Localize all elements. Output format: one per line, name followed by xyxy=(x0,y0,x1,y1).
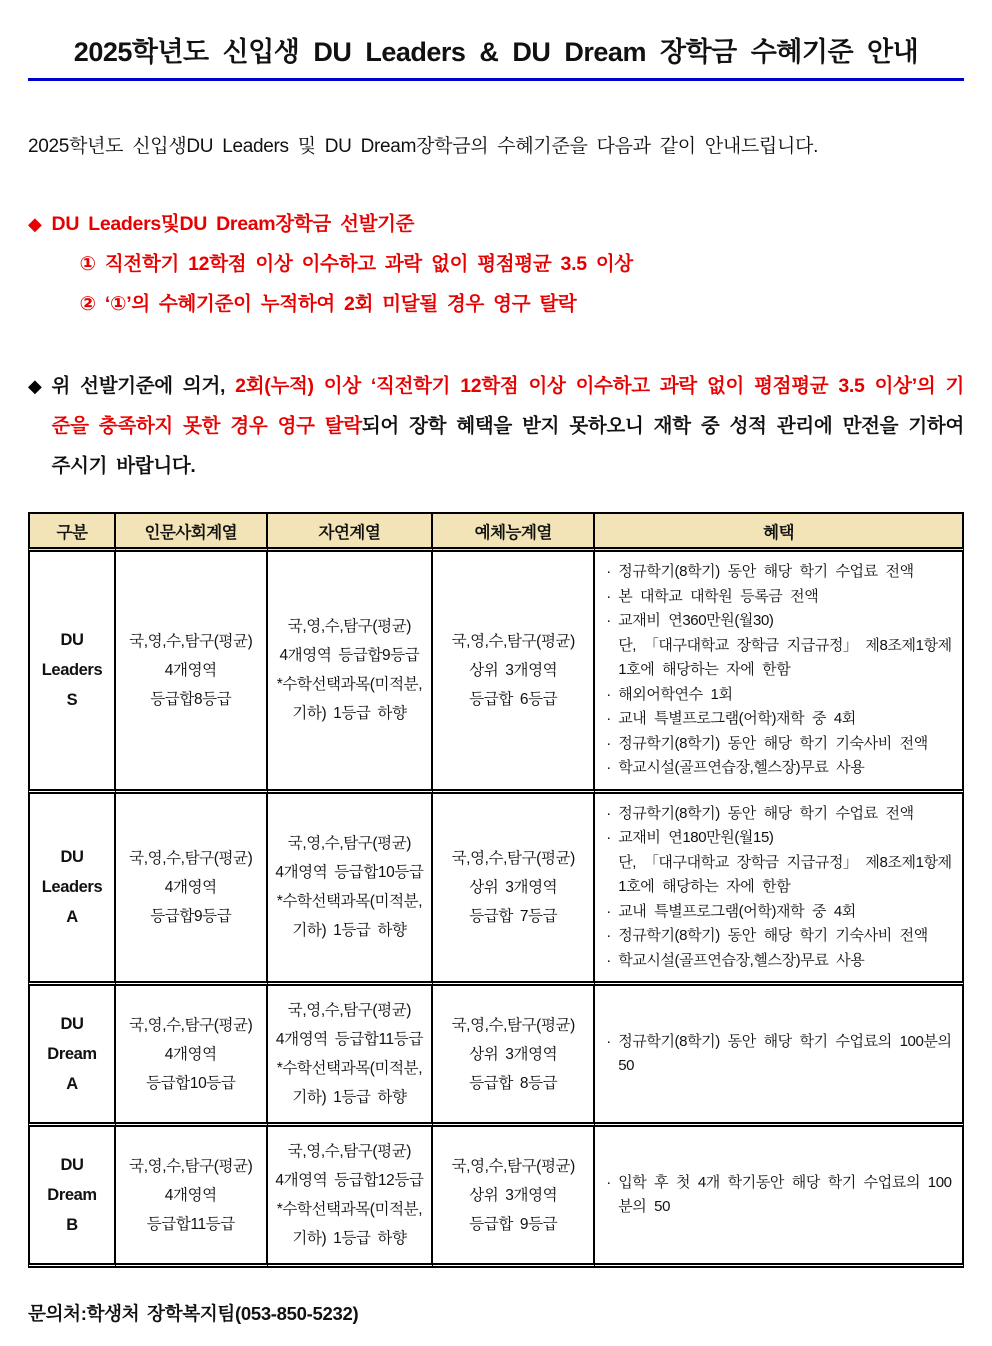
criteria-line: 상위 3개영역 xyxy=(469,661,558,679)
criteria-line: 기하) 1등급 하향 xyxy=(292,705,407,723)
column-header: 구분 xyxy=(28,512,116,552)
criteria-line: 등급합8등급 xyxy=(150,690,232,708)
criteria-line: 국,영,수,탐구(평균) xyxy=(287,1002,412,1019)
row-label-line: DU xyxy=(60,631,84,650)
benefits-cell xyxy=(595,1127,964,1268)
benefit-text: 정규학기(8학기) 동안 해당 학기 수업료 전액 xyxy=(618,804,914,822)
benefit-text: 해외어학연수 1회 xyxy=(618,685,733,703)
row-label-cell xyxy=(28,1127,116,1268)
list-bullet-icon: · xyxy=(606,804,611,822)
arts-criteria-cell xyxy=(433,794,595,987)
benefit-text: 단, 「대구대학교 장학금 지급규정」 제8조제1항제1호에 해당하는 자에 한함 xyxy=(618,853,952,895)
row-label-line: A xyxy=(66,908,78,927)
title-underline xyxy=(28,78,964,81)
column-header: 인문사회계열 xyxy=(116,512,268,552)
table-body xyxy=(28,552,964,1268)
benefit-text: 학교시설(골프연습장,헬스장)무료 사용 xyxy=(618,951,865,969)
criteria-line: 4개영역 등급합11등급 xyxy=(275,1031,423,1048)
benefit-item xyxy=(605,732,954,757)
humanities-criteria-cell xyxy=(116,1127,268,1268)
benefit-text: 정규학기(8학기) 동안 해당 학기 수업료 전액 xyxy=(618,563,914,580)
table-row xyxy=(28,552,964,794)
criteria-line: 4개영역 xyxy=(164,1045,217,1063)
list-bullet-icon: · xyxy=(606,587,611,605)
benefit-item xyxy=(605,683,954,708)
contact-info: 문의처:학생처 장학복지팀(053-850-5232) xyxy=(28,1303,359,1324)
selection-criteria-heading: DU Leaders및DU Dream장학금 선발기준 xyxy=(51,213,415,235)
criteria-line: 등급합 7등급 xyxy=(469,907,558,925)
row-label-cell xyxy=(28,552,116,794)
benefit-item xyxy=(605,826,954,851)
benefit-text: 교내 특별프로그램(어학)재학 중 4회 xyxy=(618,902,856,920)
benefit-item xyxy=(605,707,954,732)
criteria-line: 4개영역 등급합10등급 xyxy=(275,864,424,882)
criteria-line: 등급합11등급 xyxy=(146,1215,235,1233)
criteria-line: 등급합 8등급 xyxy=(469,1074,558,1092)
list-bullet-icon: · xyxy=(606,612,611,629)
criteria-line: 등급합9등급 xyxy=(150,907,232,925)
benefit-item xyxy=(605,609,954,634)
warning-tail: 되어 장학 혜택을 받지 못하오니 재학 중 성적 관리에 만전을 기하여 주시기 바랍니다. xyxy=(51,415,964,477)
criteria-line: 4개영역 xyxy=(164,1186,217,1204)
list-bullet-icon: · xyxy=(606,685,611,703)
natural-criteria-cell xyxy=(268,1127,434,1268)
benefit-item xyxy=(605,924,954,949)
benefits-cell xyxy=(595,986,964,1127)
benefit-item xyxy=(605,851,954,900)
benefit-text: 본 대학교 대학원 등록금 전액 xyxy=(618,587,819,605)
row-label-cell xyxy=(28,794,116,987)
criteria-line: 국,영,수,탐구(평균) xyxy=(451,632,575,650)
list-bullet-icon: · xyxy=(606,734,611,752)
warning-paragraph xyxy=(52,366,964,486)
criteria-line: *수학선택과목(미적분, xyxy=(276,893,423,911)
row-label-cell xyxy=(28,986,116,1127)
benefit-text: 정규학기(8학기) 동안 해당 학기 기숙사비 전액 xyxy=(618,927,928,944)
criteria-line: 4개영역 xyxy=(164,661,217,679)
natural-criteria-cell xyxy=(268,552,434,794)
criteria-line: 등급합 6등급 xyxy=(469,690,558,708)
criteria-line: 4개영역 등급합12등급 xyxy=(275,1172,424,1189)
list-bullet-icon: · xyxy=(606,902,611,920)
benefit-item xyxy=(605,560,954,585)
row-label-line: Dream xyxy=(47,1186,97,1204)
row-label-line: Leaders xyxy=(41,878,103,897)
table-row xyxy=(28,1127,964,1268)
benefits-cell xyxy=(595,552,964,794)
criteria-item-1: ① 직전학기 12학점 이상 이수하고 과락 없이 평점평균 3.5 이상 xyxy=(79,253,633,275)
criteria-line: 기하) 1등급 하향 xyxy=(292,922,407,940)
warning-section xyxy=(28,366,964,486)
table-row xyxy=(28,986,964,1127)
criteria-line: 국,영,수,탐구(평균) xyxy=(129,632,253,650)
benefit-text: 교재비 연180만원(월15) xyxy=(618,829,774,846)
title-block xyxy=(28,26,964,81)
humanities-criteria-cell xyxy=(116,552,268,794)
benefit-text: 정규학기(8학기) 동안 해당 학기 기숙사비 전액 xyxy=(618,734,928,752)
natural-criteria-cell xyxy=(268,986,434,1127)
benefit-item xyxy=(605,634,954,683)
selection-criteria-section xyxy=(28,204,964,324)
natural-criteria-cell xyxy=(268,794,434,987)
column-header: 예체능계열 xyxy=(433,512,595,552)
diamond-bullet-icon: ◆ xyxy=(28,376,42,396)
humanities-criteria-cell xyxy=(116,794,268,987)
benefit-text: 단, 「대구대학교 장학금 지급규정」 제8조제1항제1호에 해당하는 자에 한함 xyxy=(618,636,952,678)
benefit-item xyxy=(605,1030,954,1079)
benefit-item xyxy=(605,900,954,925)
list-bullet-icon: · xyxy=(606,710,611,727)
column-header: 자연계열 xyxy=(268,512,434,552)
benefit-text: 학교시설(골프연습장,헬스장)무료 사용 xyxy=(618,759,865,776)
row-label-line: DU xyxy=(60,1156,84,1174)
criteria-line: 등급합10등급 xyxy=(146,1074,236,1092)
criteria-line: 기하) 1등급 하향 xyxy=(292,1230,407,1247)
criteria-line: 기하) 1등급 하향 xyxy=(292,1089,407,1106)
list-bullet-icon: · xyxy=(606,1173,611,1191)
benefit-item xyxy=(605,802,954,827)
intro-paragraph: 2025학년도 신입생DU Leaders 및 DU Dream장학금의 수혜기준을 다음과 같이 안내드립니다. xyxy=(28,136,819,157)
benefit-text: 입학 후 첫 4개 학기동안 해당 학기 수업료의 100분의 50 xyxy=(618,1173,952,1215)
criteria-line: 국,영,수,탐구(평균) xyxy=(129,1016,253,1034)
row-label-line: DU xyxy=(60,848,84,867)
row-label-line: DU xyxy=(60,1015,84,1033)
list-bullet-icon: · xyxy=(606,759,611,776)
criteria-line: 국,영,수,탐구(평균) xyxy=(287,618,412,636)
list-bullet-icon: · xyxy=(606,829,611,846)
row-label-line: A xyxy=(66,1075,78,1093)
benefit-text: 정규학기(8학기) 동안 해당 학기 수업료의 100분의 50 xyxy=(618,1032,952,1074)
criteria-line: 국,영,수,탐구(평균) xyxy=(451,1157,575,1175)
warning-red-text: 2회(누적) 이상 ‘직전학기 12학점 이상 이수하고 과락 없이 평점평균 3.5 이상’의 기준을 충족하지 못한 경우 영구 탈락 xyxy=(51,375,964,437)
diamond-bullet-icon: ◆ xyxy=(28,214,42,234)
row-label-line: B xyxy=(66,1216,78,1234)
arts-criteria-cell xyxy=(433,1127,595,1268)
criteria-line: 상위 3개영역 xyxy=(469,1186,558,1204)
benefit-item xyxy=(605,585,954,610)
page-title: 2025학년도 신입생 DU Leaders & DU Dream 장학금 수혜기준 안내 xyxy=(73,37,919,67)
criteria-line: 국,영,수,탐구(평균) xyxy=(287,1143,412,1160)
list-bullet-icon: · xyxy=(606,927,611,944)
criteria-line: 국,영,수,탐구(평균) xyxy=(129,849,253,867)
column-header: 혜택 xyxy=(595,512,964,552)
row-label-line: Leaders xyxy=(41,661,103,680)
arts-criteria-cell xyxy=(433,986,595,1127)
scholarship-criteria-table xyxy=(28,512,964,1268)
table-header-row xyxy=(28,512,964,552)
list-bullet-icon: · xyxy=(606,563,611,580)
criteria-line: 상위 3개영역 xyxy=(469,878,558,896)
benefit-item xyxy=(605,949,954,974)
criteria-line: 4개영역 xyxy=(164,878,217,896)
criteria-line: 등급합 9등급 xyxy=(469,1215,558,1233)
table-row xyxy=(28,794,964,987)
criteria-line: 국,영,수,탐구(평균) xyxy=(129,1157,253,1175)
benefits-cell xyxy=(595,794,964,987)
criteria-line: 상위 3개영역 xyxy=(469,1045,558,1063)
criteria-line: *수학선택과목(미적분, xyxy=(276,676,423,694)
row-label-line: S xyxy=(66,691,78,710)
criteria-line: *수학선택과목(미적분, xyxy=(276,1201,423,1218)
criteria-item-2: ② ‘①’의 수혜기준이 누적하여 2회 미달될 경우 영구 탈락 xyxy=(79,293,577,315)
benefit-item xyxy=(605,756,954,781)
criteria-line: 국,영,수,탐구(평균) xyxy=(287,835,412,853)
benefit-text: 교재비 연360만원(월30) xyxy=(618,612,774,629)
benefit-text: 교내 특별프로그램(어학)재학 중 4회 xyxy=(618,710,856,727)
criteria-line: *수학선택과목(미적분, xyxy=(276,1060,423,1077)
header-row xyxy=(28,512,964,552)
humanities-criteria-cell xyxy=(116,986,268,1127)
arts-criteria-cell xyxy=(433,552,595,794)
warning-lead: 위 선발기준에 의거, xyxy=(51,375,236,397)
list-bullet-icon: · xyxy=(606,1032,611,1050)
benefit-item xyxy=(605,1171,954,1220)
criteria-line: 국,영,수,탐구(평균) xyxy=(451,849,575,867)
list-bullet-icon: · xyxy=(606,951,611,969)
row-label-line: Dream xyxy=(47,1045,97,1063)
criteria-line: 국,영,수,탐구(평균) xyxy=(451,1016,575,1034)
criteria-line: 4개영역 등급합9등급 xyxy=(279,647,420,665)
